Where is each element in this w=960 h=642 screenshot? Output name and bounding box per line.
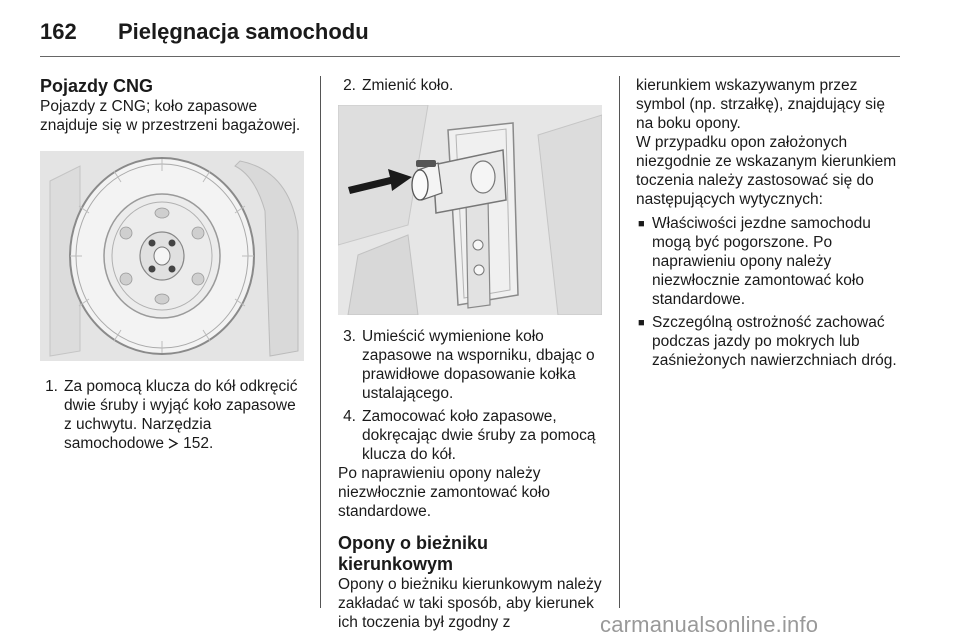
page-number: 162	[40, 19, 77, 44]
header-rule	[40, 56, 900, 57]
step-2-text: Zmienić koło.	[362, 77, 454, 94]
column-3	[636, 76, 900, 374]
step-number: 2.	[343, 77, 356, 94]
column-divider-1	[320, 76, 321, 608]
column-divider-2	[619, 76, 620, 608]
step-number: 1.	[45, 378, 58, 395]
steps-list-1	[40, 377, 304, 453]
column-2	[338, 76, 606, 632]
bracket-drawing	[338, 105, 602, 315]
watermark: carmanualsonline.info	[600, 612, 819, 637]
directional-continued: kierunkiem wskazywanym przez symbol (np. strzałkę), znajdujący się na boku opony.	[636, 77, 885, 132]
step-4-text: Zamocować koło zapasowe, dokręcając dwie śruby za pomocą klucza do kół.	[362, 408, 596, 463]
guidelines-list	[636, 214, 900, 370]
page-title: Pielęgnacja samochodu	[118, 19, 369, 44]
list-item	[636, 214, 900, 309]
step-number: 4.	[343, 408, 356, 425]
step-number: 3.	[343, 328, 356, 345]
step-1	[40, 377, 304, 453]
section-heading-directional: Opony o bieżniku kierunkowym	[338, 533, 489, 574]
arrow-ref-icon	[168, 435, 183, 451]
list-item	[636, 313, 900, 370]
wheel-bracket-illustration	[338, 105, 602, 315]
bullet-text: Właściwości jezdne samochodu mogą być pogorszone. Po naprawieniu opony należy niezwłocznie zamontować koło standardowe.	[652, 215, 871, 308]
step-4	[338, 407, 606, 464]
steps-list-3	[338, 327, 606, 464]
bullet-square-icon: ■	[638, 218, 645, 230]
step-3	[338, 327, 606, 403]
step-3-text: Umieścić wymienione koło zapasowe na wsporniku, dbając o prawidłowe dopasowanie kołka ustalającego.	[362, 328, 595, 402]
column-1	[40, 76, 304, 453]
steps-list-2	[338, 76, 606, 95]
section-heading-cng: Pojazdy CNG	[40, 76, 154, 96]
step-1-page-ref[interactable]: 152.	[183, 435, 214, 452]
step-2	[338, 76, 606, 95]
directional-text: Opony o bieżniku kierunkowym należy zakładać w taki sposób, aby kierunek ich toczenia był zgodny z	[338, 576, 602, 631]
spare-wheel-drawing	[40, 151, 304, 361]
bullet-square-icon: ■	[638, 317, 645, 329]
step-1-text: Za pomocą klucza do kół odkręcić dwie śruby i wyjąć koło zapasowe z uchwytu. Narzędzia samochodowe	[64, 378, 298, 452]
wrong-direction-text: W przypadku opon założonych niezgodnie ze wskazanym kierunkiem toczenia należy zastosować się do następujących wytycznych:	[636, 134, 897, 208]
after-repair-note: Po naprawieniu opony należy niezwłocznie zamontować koło standardowe.	[338, 465, 550, 520]
page-header	[40, 14, 369, 50]
bullet-text: Szczególną ostrożność zachować podczas jazdy po mokrych lub zaśnieżonych nawierzchniach dróg.	[652, 314, 897, 369]
cng-intro: Pojazdy z CNG; koło zapasowe znajduje się w przestrzeni bagażowej.	[40, 98, 301, 134]
spare-wheel-illustration	[40, 151, 304, 361]
